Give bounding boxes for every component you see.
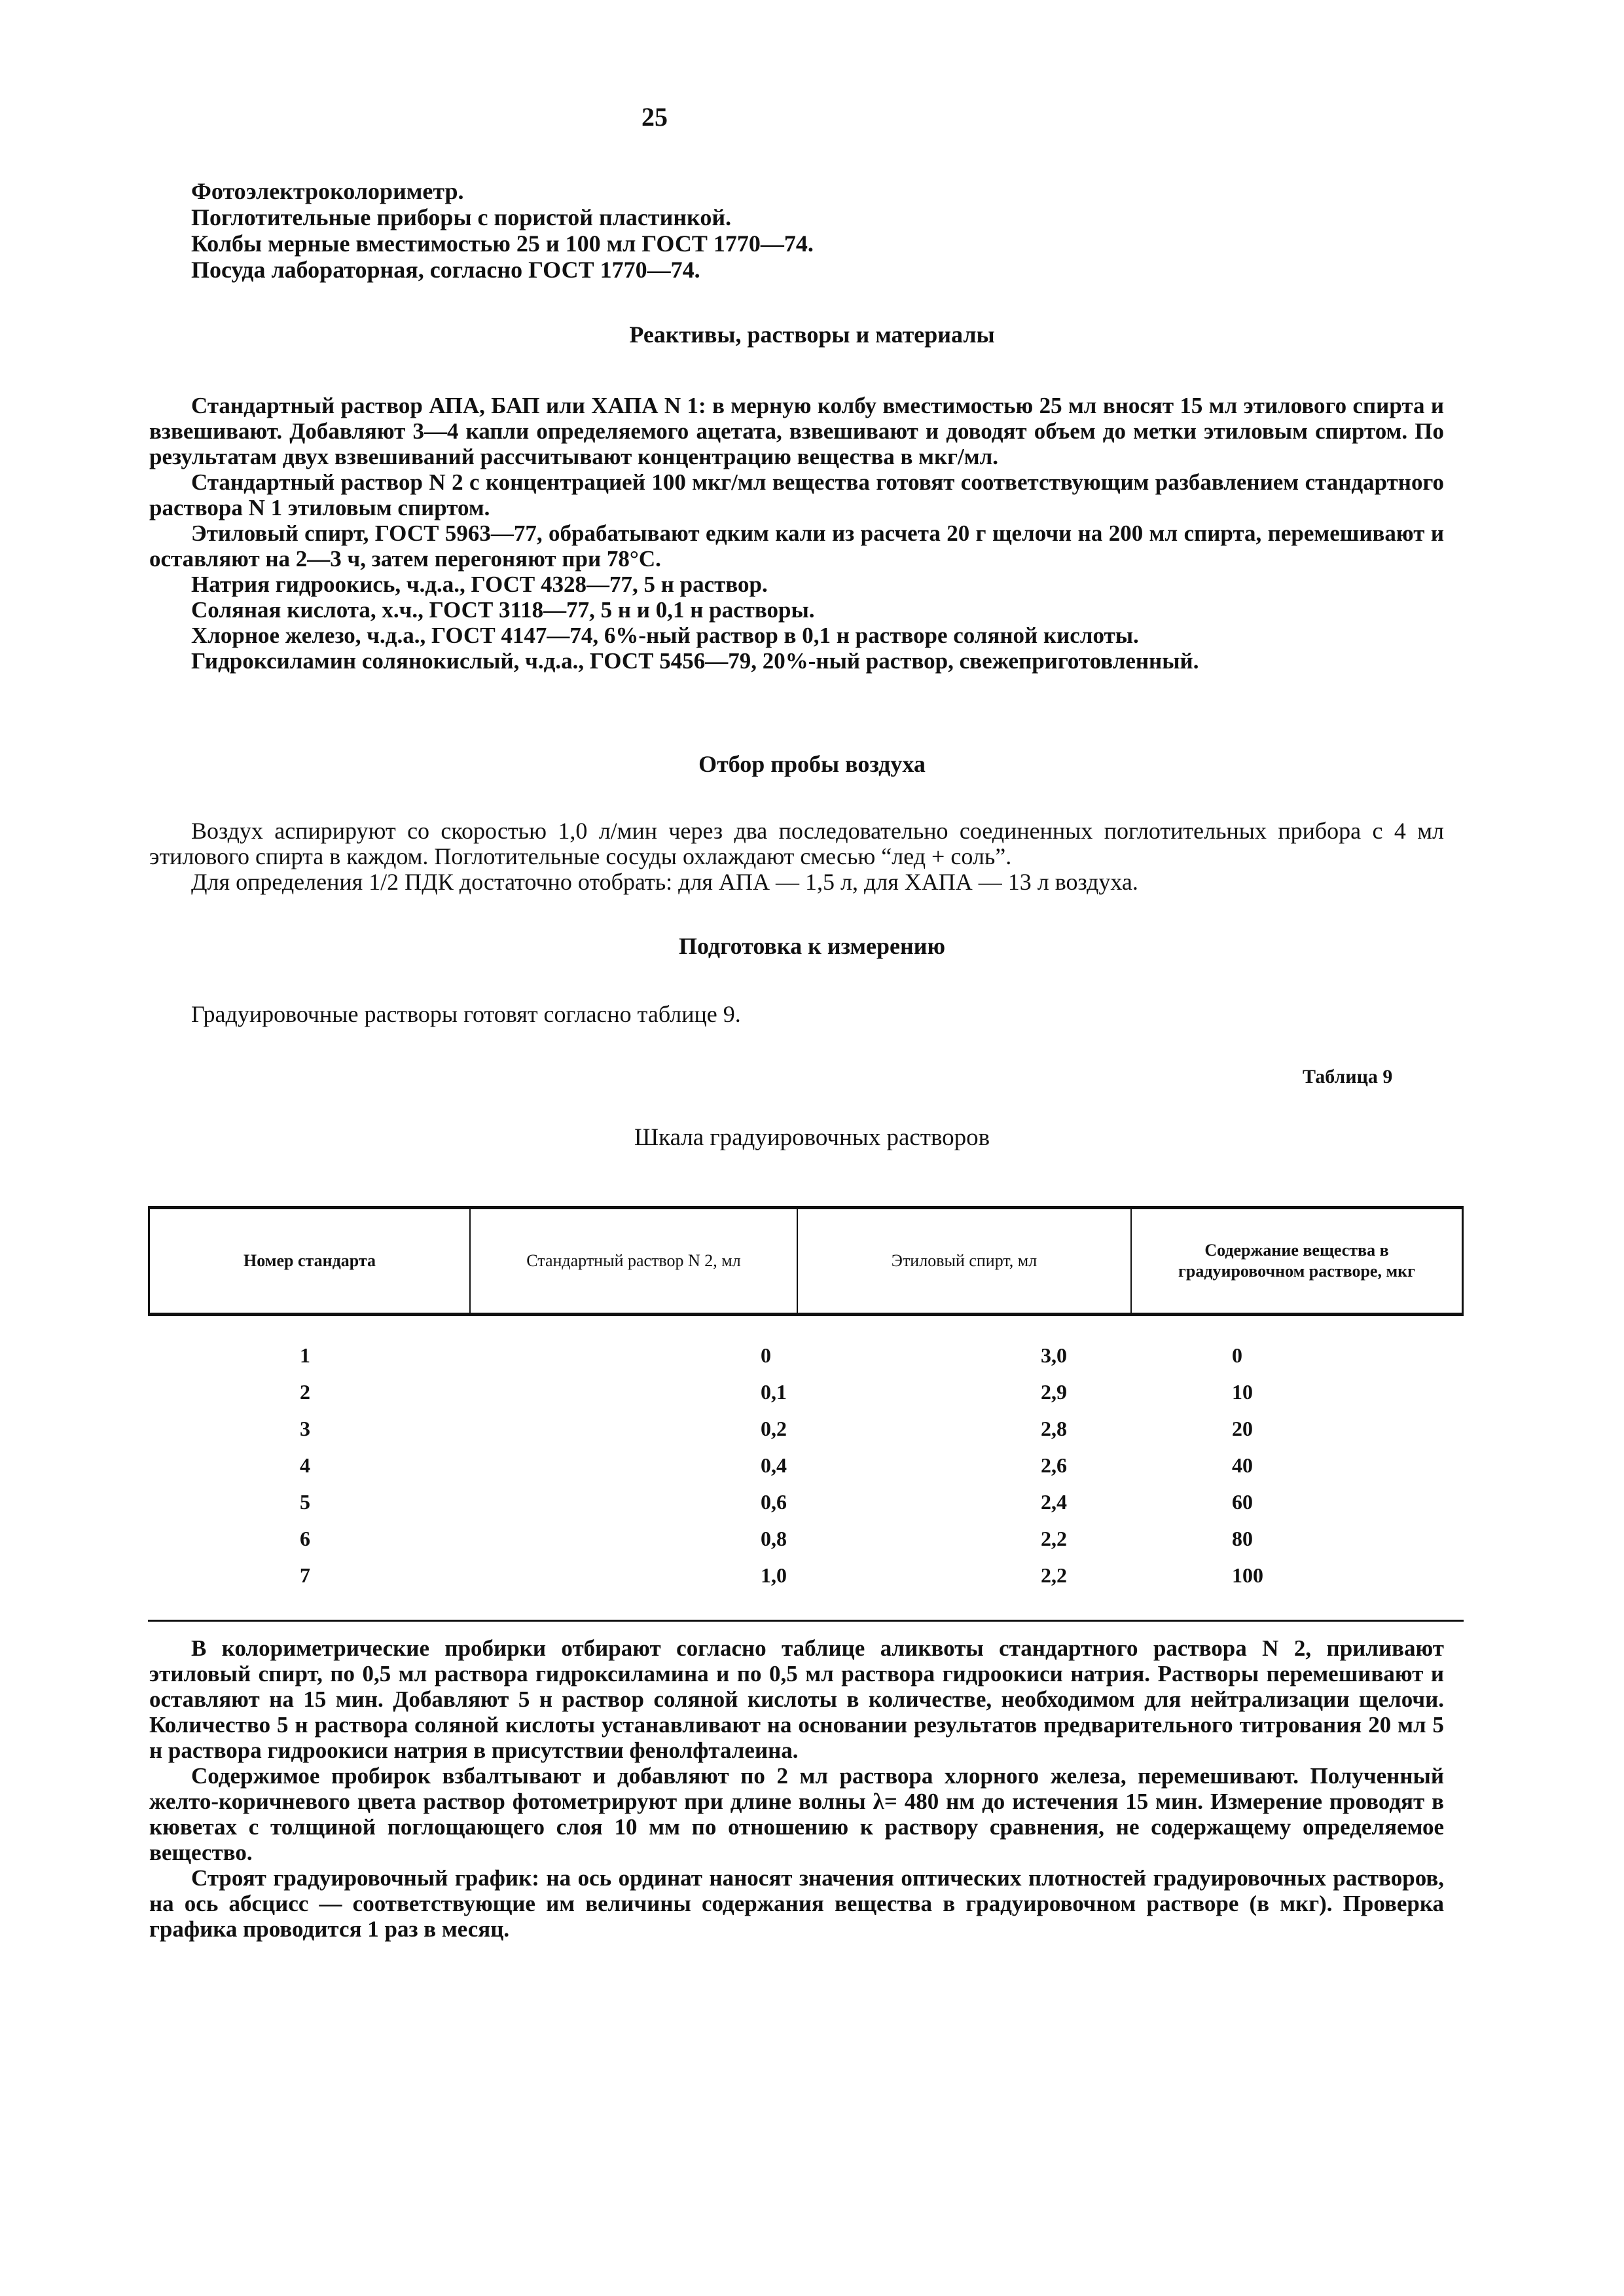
cell-ethyl-alcohol: 2,4 [1041,1489,1067,1514]
equipment-item: Фотоэлектроколориметр. [191,178,464,204]
cell-standard-solution: 0,6 [761,1489,787,1514]
cell-substance-content: 60 [1232,1489,1253,1514]
air-sampling-paragraph: Для определения 1/2 ПДК достаточно отобрать: для АПА — 1,5 л, для ХАПА — 13 л воздуха. [191,869,1138,895]
cell-standard-number: 3 [300,1416,310,1440]
cell-standard-number: 2 [300,1379,310,1404]
table-row [148,1447,1464,1484]
table-row [148,1557,1464,1594]
procedure-paragraph: Строят градуировочный график: на ось ординат наносят значения оптических плотностей градуировочных растворов, на ось абсцисс — соответствующие им величины содержания вещества в градуировочном растворе (в мкг). Проверка графика проводится 1 раз в месяц. [149,1865,1444,1942]
procedure-section [149,1635,1444,1942]
cell-standard-number: 6 [300,1526,310,1550]
calibration-table [148,1206,1464,1587]
cell-standard-number: 7 [300,1563,310,1587]
equipment-item: Колбы мерные вместимостью 25 и 100 мл ГОСТ 1770—74. [191,230,814,257]
reagent-paragraph: Стандартный раствор N 2 с концентрацией 100 мкг/мл вещества готовят соответствующим разбавлением стандартного раствора N 1 этиловым спиртом. [149,469,1444,520]
air-sampling-section [149,818,1444,895]
cell-ethyl-alcohol: 2,2 [1041,1563,1067,1587]
table-row [148,1337,1464,1374]
cell-standard-solution: 1,0 [761,1563,787,1587]
preparation-section [149,1002,1444,1027]
header-substance-content: Содержание вещества в градуировочном растворе, мкг [1178,1241,1415,1281]
reagents-section [149,393,1444,674]
cell-standard-number: 5 [300,1489,310,1514]
preparation-paragraph: Градуировочные растворы готовят согласно таблице 9. [191,1001,741,1027]
table-row [148,1520,1464,1557]
table-row [148,1410,1464,1447]
reagents-heading: Реактивы, растворы и материалы [629,321,995,348]
cell-standard-solution: 0,8 [761,1526,787,1550]
cell-standard-solution: 0,4 [761,1453,787,1477]
equipment-item: Посуда лабораторная, согласно ГОСТ 1770—74. [191,257,700,283]
header-ethyl-alcohol: Этиловый спирт, мл [798,1209,1132,1313]
table-header-row [148,1206,1464,1316]
cell-ethyl-alcohol: 2,6 [1041,1453,1067,1477]
reagent-paragraph: Натрия гидроокись, ч.д.а., ГОСТ 4328—77, 5 н раствор. [191,572,768,597]
reagent-paragraph: Стандартный раствор АПА, БАП или ХАПА N 1: в мерную колбу вместимостью 25 мл вносят 15 мл этилового спирта и взвешивают. Добавляют 3—4 капли определяемого ацетата, взвешивают и доводят объем до метки этиловым спиртом. По результатам двух взвешиваний рассчитывают концентрацию вещества в мкг/мл. [149,393,1444,469]
cell-ethyl-alcohol: 2,2 [1041,1526,1067,1550]
air-sampling-heading: Отбор пробы воздуха [698,751,926,777]
header-standard-solution: Стандартный раствор N 2, мл [471,1209,798,1313]
cell-ethyl-alcohol: 3,0 [1041,1343,1067,1367]
table-number: Таблица 9 [1303,1066,1393,1087]
reagent-paragraph: Этиловый спирт, ГОСТ 5963—77, обрабатывают едким кали из расчета 20 г щелочи на 200 мл спирта, перемешивают и оставляют на 2—3 ч, затем перегоняют при 78°С. [149,520,1444,572]
air-sampling-paragraph: Воздух аспирируют со скоростью 1,0 л/мин через два последовательно соединенных поглотительных прибора с 4 мл этилового спирта в каждом. Поглотительные сосуды охлаждают смесью “лед + соль”. [149,818,1444,869]
equipment-item: Поглотительные приборы с пористой пластинкой. [191,204,732,230]
equipment-list [191,178,1435,283]
cell-substance-content: 20 [1232,1416,1253,1440]
cell-substance-content: 40 [1232,1453,1253,1477]
reagent-paragraph: Хлорное железо, ч.д.а., ГОСТ 4147—74, 6%-ный раствор в 0,1 н растворе соляной кислоты. [191,623,1139,648]
reagent-paragraph: Соляная кислота, х.ч., ГОСТ 3118—77, 5 н и 0,1 н растворы. [191,597,815,623]
table-row [148,1484,1464,1520]
preparation-heading: Подготовка к измерению [678,933,946,959]
table-title: Шкала градуировочных растворов [634,1124,990,1151]
header-standard-number: Номер стандарта [150,1209,471,1313]
cell-standard-number: 1 [300,1343,310,1367]
cell-substance-content: 10 [1232,1379,1253,1404]
cell-standard-solution: 0 [761,1343,771,1367]
cell-standard-number: 4 [300,1453,310,1477]
procedure-paragraph: Содержимое пробирок взбалтывают и добавляют по 2 мл раствора хлорного железа, перемешивают. Полученный желто-коричневого цвета раствор фотометрируют при длине волны λ= 480 нм до истечения 15 мин. Измерение проводят в кюветах с толщиной поглощающего слоя 10 мм по отношению к раствору сравнения, не содержащему определяемое вещество. [149,1763,1444,1865]
cell-standard-solution: 0,1 [761,1379,787,1404]
cell-substance-content: 100 [1232,1563,1263,1587]
cell-standard-solution: 0,2 [761,1416,787,1440]
cell-ethyl-alcohol: 2,8 [1041,1416,1067,1440]
cell-substance-content: 0 [1232,1343,1242,1367]
table-bottom-rule [148,1620,1464,1622]
procedure-paragraph: В колориметрические пробирки отбирают согласно таблице аликвоты стандартного раствора N 2, приливают этиловый спирт, по 0,5 мл раствора гидроксиламина и по 0,5 мл раствора гидроокиси натрия. Растворы перемешивают и оставляют на 15 мин. Добавляют 5 н раствор соляной кислоты в количестве, необходимом для нейтрализации щелочи. Количество 5 н раствора соляной кислоты устанавливают на основании результатов предварительного титрования 20 мл 5 н раствора гидроокиси натрия в присутствии фенолфталеина. [149,1635,1444,1763]
reagent-paragraph: Гидроксиламин солянокислый, ч.д.а., ГОСТ 5456—79, 20%-ный раствор, свежеприготовленный. [191,648,1199,674]
table-body [148,1337,1464,1594]
page-number: 25 [641,102,668,132]
table-row [148,1374,1464,1410]
cell-substance-content: 80 [1232,1526,1253,1550]
cell-ethyl-alcohol: 2,9 [1041,1379,1067,1404]
